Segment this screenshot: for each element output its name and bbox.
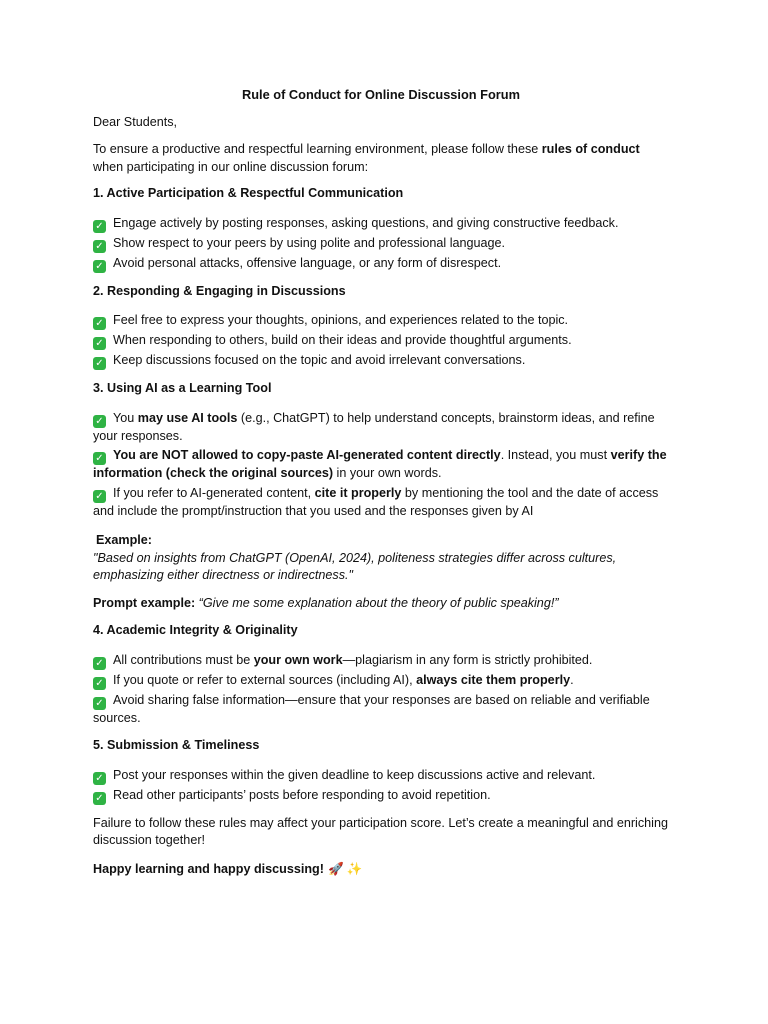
list-item-text: by mentioning the tool and the date of access and include the prompt/instruction that you used and the responses given by AI (93, 485, 659, 518)
prompt-text: “Give me some explanation about the theory of public speaking!” (195, 595, 559, 610)
section-4-list (93, 652, 669, 728)
list-item (93, 692, 669, 728)
list-item (93, 332, 669, 350)
list-item (93, 447, 669, 483)
list-item (93, 672, 669, 690)
sparkles-icon: ✨ (346, 861, 363, 876)
section-title-1: 1. Active Participation & Respectful Communication (93, 186, 404, 200)
example-quote: "Based on insights from ChatGPT (OpenAI, 2024), politeness strategies differ across cultures, emphasizing either directness or indirectness." (93, 550, 617, 582)
check-icon: ✓ (93, 337, 106, 350)
section-2-list (93, 312, 669, 370)
list-item-text: If you quote or refer to external sources (including AI), (113, 672, 417, 687)
list-item-text: Show respect to your peers by using polite and professional language. (113, 235, 506, 250)
list-item (93, 652, 669, 670)
list-item-text: When responding to others, build on their ideas and provide thoughtful arguments. (113, 333, 572, 347)
list-item-text: Avoid sharing false information—ensure that your responses are based on reliable and verifiable sources. (93, 692, 650, 725)
list-item (93, 787, 669, 805)
list-item-text: Keep discussions focused on the topic and avoid irrelevant conversations. (113, 353, 526, 367)
list-item (93, 485, 669, 521)
list-item-bold: You are NOT allowed to copy-paste AI-generated content directly (113, 448, 501, 462)
prompt-example (93, 595, 669, 613)
list-item (93, 255, 669, 273)
section-3-list (93, 410, 669, 521)
document-title: Rule of Conduct for Online Discussion Forum (242, 87, 520, 102)
check-icon: ✓ (93, 677, 106, 690)
list-item-bold: cite it properly (314, 485, 402, 500)
list-item-bold: may use AI tools (137, 410, 238, 425)
check-icon: ✓ (93, 490, 106, 503)
check-icon: ✓ (93, 452, 106, 465)
check-icon: ✓ (93, 240, 106, 253)
list-item-bold: your own work (253, 652, 343, 667)
list-item-bold: always cite them properly (416, 672, 571, 687)
list-item-text: —plagiarism in any form is strictly prohibited. (342, 652, 593, 667)
check-icon: ✓ (93, 220, 106, 233)
prompt-label: Prompt example: (93, 595, 196, 610)
list-item-text: Read other participants’ posts before responding to avoid repetition. (113, 787, 491, 802)
list-item-bold: verify the information (check the original sources) (93, 448, 667, 480)
list-item-text: Engage actively by posting responses, asking questions, and giving constructive feedback. (113, 215, 619, 230)
list-item-text: Avoid personal attacks, offensive language, or any form of disrespect. (113, 255, 502, 270)
check-icon: ✓ (93, 357, 106, 370)
closing-paragraph: Failure to follow these rules may affect your participation score. Let’s create a meaningful and enriching discussion together! (93, 815, 668, 847)
final-text: Happy learning and happy discussing! (93, 861, 324, 876)
list-item (93, 410, 669, 446)
check-icon: ✓ (93, 792, 106, 805)
section-title-5: 5. Submission & Timeliness (93, 738, 260, 752)
section-title-4: 4. Academic Integrity & Originality (93, 623, 298, 637)
check-icon: ✓ (93, 772, 106, 785)
list-item-text: You (113, 410, 138, 425)
check-icon: ✓ (93, 260, 106, 273)
list-item-text: . (570, 672, 574, 687)
section-5-list (93, 767, 669, 805)
example-label: Example: (96, 533, 152, 547)
list-item (93, 767, 669, 785)
list-item-text: All contributions must be (113, 652, 254, 667)
greeting: Dear Students, (93, 114, 178, 129)
document-body (93, 86, 669, 878)
section-1-list (93, 215, 669, 273)
final-line (93, 861, 669, 879)
check-icon: ✓ (93, 415, 106, 428)
list-item-text: (e.g., ChatGPT) to help understand concepts, brainstorm ideas, and refine your responses. (93, 410, 655, 443)
list-item (93, 215, 669, 233)
intro-text-end: when participating in our online discussion forum: (93, 159, 369, 174)
intro-paragraph (93, 141, 669, 176)
check-icon: ✓ (93, 657, 106, 670)
list-item (93, 235, 669, 253)
list-item-text: Feel free to express your thoughts, opinions, and experiences related to the topic. (113, 313, 569, 327)
list-item-text: If you refer to AI-generated content, (113, 485, 315, 500)
list-item-text: . Instead, you must (500, 448, 611, 462)
intro-bold: rules of conduct (541, 142, 640, 156)
list-item (93, 352, 669, 370)
list-item (93, 312, 669, 330)
section-title-3: 3. Using AI as a Learning Tool (93, 381, 272, 395)
list-item-text: Post your responses within the given deadline to keep discussions active and relevant. (113, 767, 596, 782)
check-icon: ✓ (93, 697, 106, 710)
intro-text: To ensure a productive and respectful learning environment, please follow these (93, 142, 542, 156)
check-icon: ✓ (93, 317, 106, 330)
rocket-icon: 🚀 (327, 861, 344, 876)
section-title-2: 2. Responding & Engaging in Discussions (93, 283, 346, 298)
list-item-text: in your own words. (333, 466, 442, 480)
